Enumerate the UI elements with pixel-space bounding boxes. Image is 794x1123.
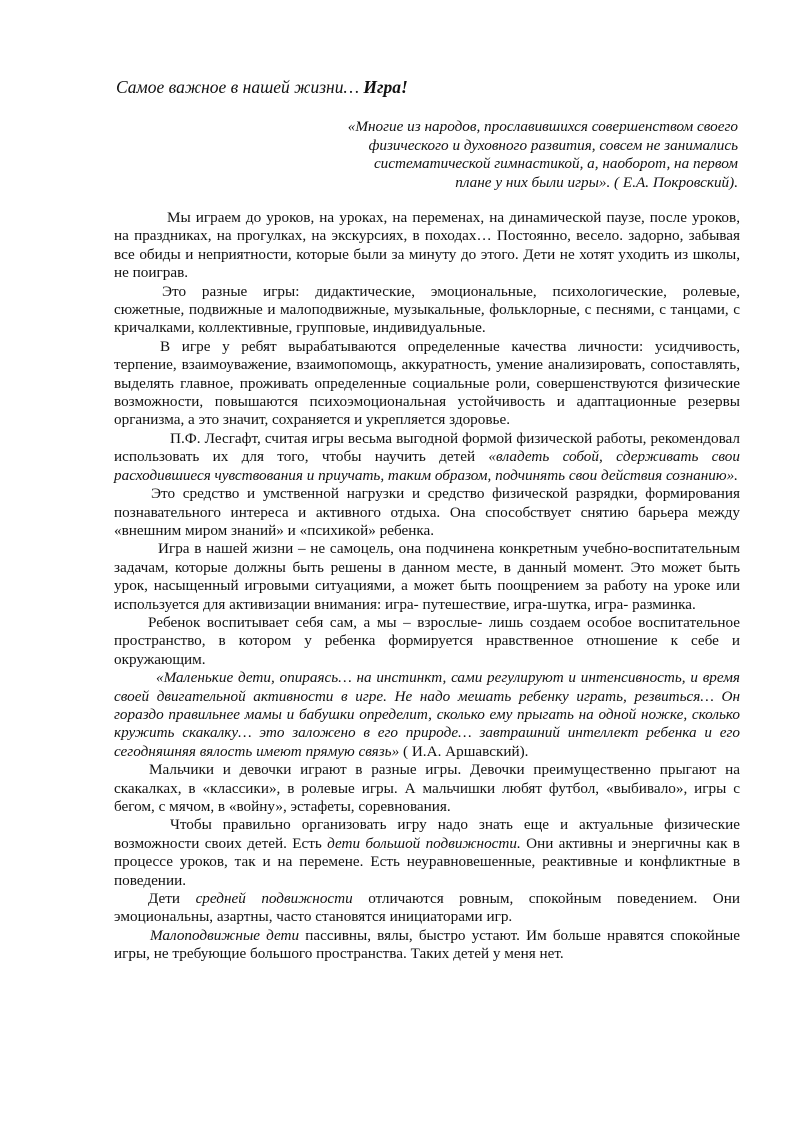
epigraph-line: систематической гимнастикой, а, наоборот, на первом bbox=[373, 155, 738, 172]
paragraph-text: пассивны, вялы, быстро устают. Им больше нравятся спокойные игры, не требующие большого пространства. Таких детей у меня нет. bbox=[114, 926, 740, 963]
epigraph-quote bbox=[300, 118, 738, 192]
epigraph-line: физического и духовного развития, совсем не занимались bbox=[368, 136, 738, 154]
paragraph-text: Они активны и энергичны как в процессе уроков, так и на перемене. Есть неуравновешенные, реактивные и конфликтные в поведении. bbox=[114, 834, 740, 889]
paragraph: Мальчики и девочки играют в разные игры. Девочки преимущественно прыгают на скакалках, в «классики», в ролевые игры. А мальчишки любят футбол, «выбивало», игры с бегом, с мячом, в «войну», эстафеты, соревнования. bbox=[114, 761, 740, 815]
epigraph-line: «Многие из народов, прославившихся совершенством своего bbox=[347, 118, 738, 135]
title-emphasis: Игра! bbox=[363, 77, 408, 97]
paragraph-text: отличаются ровным, спокойным поведением. Они эмоциональны, азартны, часто становятся инициаторами игр. bbox=[114, 890, 740, 926]
paragraph bbox=[114, 816, 740, 890]
paragraph: Ребенок воспитывает себя сам, а мы – взрослые- лишь создаем особое воспитательное пространство, в котором у ребенка формируется нравственное отношение к себе и окружающим. bbox=[114, 613, 740, 668]
epigraph-line: плане у них были игры». ( Е.А. Покровский). bbox=[455, 173, 738, 191]
paragraph-emphasis: Малоподвижные дети bbox=[150, 926, 300, 944]
document-title bbox=[116, 76, 408, 98]
paragraph bbox=[114, 927, 740, 964]
paragraph-text: П.Ф. Лесгафт, считая игры весьма выгодной формой физической работы, рекомендовал использовать их для того, чтобы научить детей bbox=[114, 429, 740, 466]
paragraph: В игре у ребят вырабатываются определенные качества личности: усидчивость, терпение, взаимоуважение, взаимопомощь, аккуратность, умение анализировать, сопоставлять, выделять главное, проживать определенные социальные роли, совершенствуются физические возможности, повышаются психоэмоциональная устойчивость и адаптационные резервы организма, а это значит, сохраняется и укрепляется здоровье. bbox=[114, 337, 740, 429]
paragraph: Это разные игры: дидактические, эмоциональные, психологические, ролевые, сюжетные, подвижные и малоподвижные, музыкальные, фольклорные, с песнями, с танцами, с кричалками, коллективные, групповые, индивидуальные. bbox=[114, 282, 740, 337]
paragraph: Это средство и умственной нагрузки и средство физической разрядки, формирования познавательного интереса и активного отдыха. Она способствует снятию барьера между «внешним миром знаний» и «психикой» ребенка. bbox=[114, 485, 740, 539]
paragraph bbox=[114, 430, 740, 485]
document-body bbox=[114, 209, 740, 964]
paragraph-quote: «Маленькие дети, опираясь… на инстинкт, сами регулируют и интенсивность, и время своей двигательной активности в игре. Не надо мешать ребенку играть, резвиться… Он гораздо правильнее мамы и бабушки определит, сколько ему прыгать на одной ножке, сколько кружить скакалку… это заложено в его природе… завтрашний интеллект ребенка и его сегодняшняя вялость имеют прямую связь» bbox=[114, 669, 740, 760]
paragraph-text: Дети bbox=[148, 890, 196, 908]
title-text: Самое важное в нашей жизни… bbox=[116, 77, 364, 97]
paragraph: Игра в нашей жизни – не самоцель, она подчинена конкретным учебно-воспитательным задачам, которые должны быть решены в данном месте, в данный момент. Это может быть урок, насыщенный игровыми ситуациями, а может быть поощрением за работу на уроке или используется для активизации внимания: игра- путешествие, игра-шутка, игра- разминка. bbox=[114, 540, 740, 613]
paragraph-quote: «владеть собой, сдерживать свои расходившиеся чувствования и приучать, таким образом, подчинять свои действия сознанию». bbox=[114, 448, 740, 484]
paragraph-emphasis: дети большой подвижности. bbox=[327, 834, 521, 852]
paragraph-text: Чтобы правильно организовать игру надо знать еще и актуальные физические возможности своих детей. Есть bbox=[114, 816, 740, 852]
paragraph-emphasis: средней подвижности bbox=[195, 890, 353, 908]
paragraph-text: ( И.А. Аршавский). bbox=[399, 742, 529, 760]
paragraph bbox=[114, 890, 740, 927]
paragraph bbox=[114, 669, 740, 761]
paragraph: Мы играем до уроков, на уроках, на переменах, на динамической паузе, после уроков, на праздниках, на прогулках, на экскурсиях, в походах… Постоянно, весело. задорно, забывая все обиды и неприятности, которые были за минуту до этого. Дети не хотят уходить из школы, не поиграв. bbox=[114, 209, 740, 282]
